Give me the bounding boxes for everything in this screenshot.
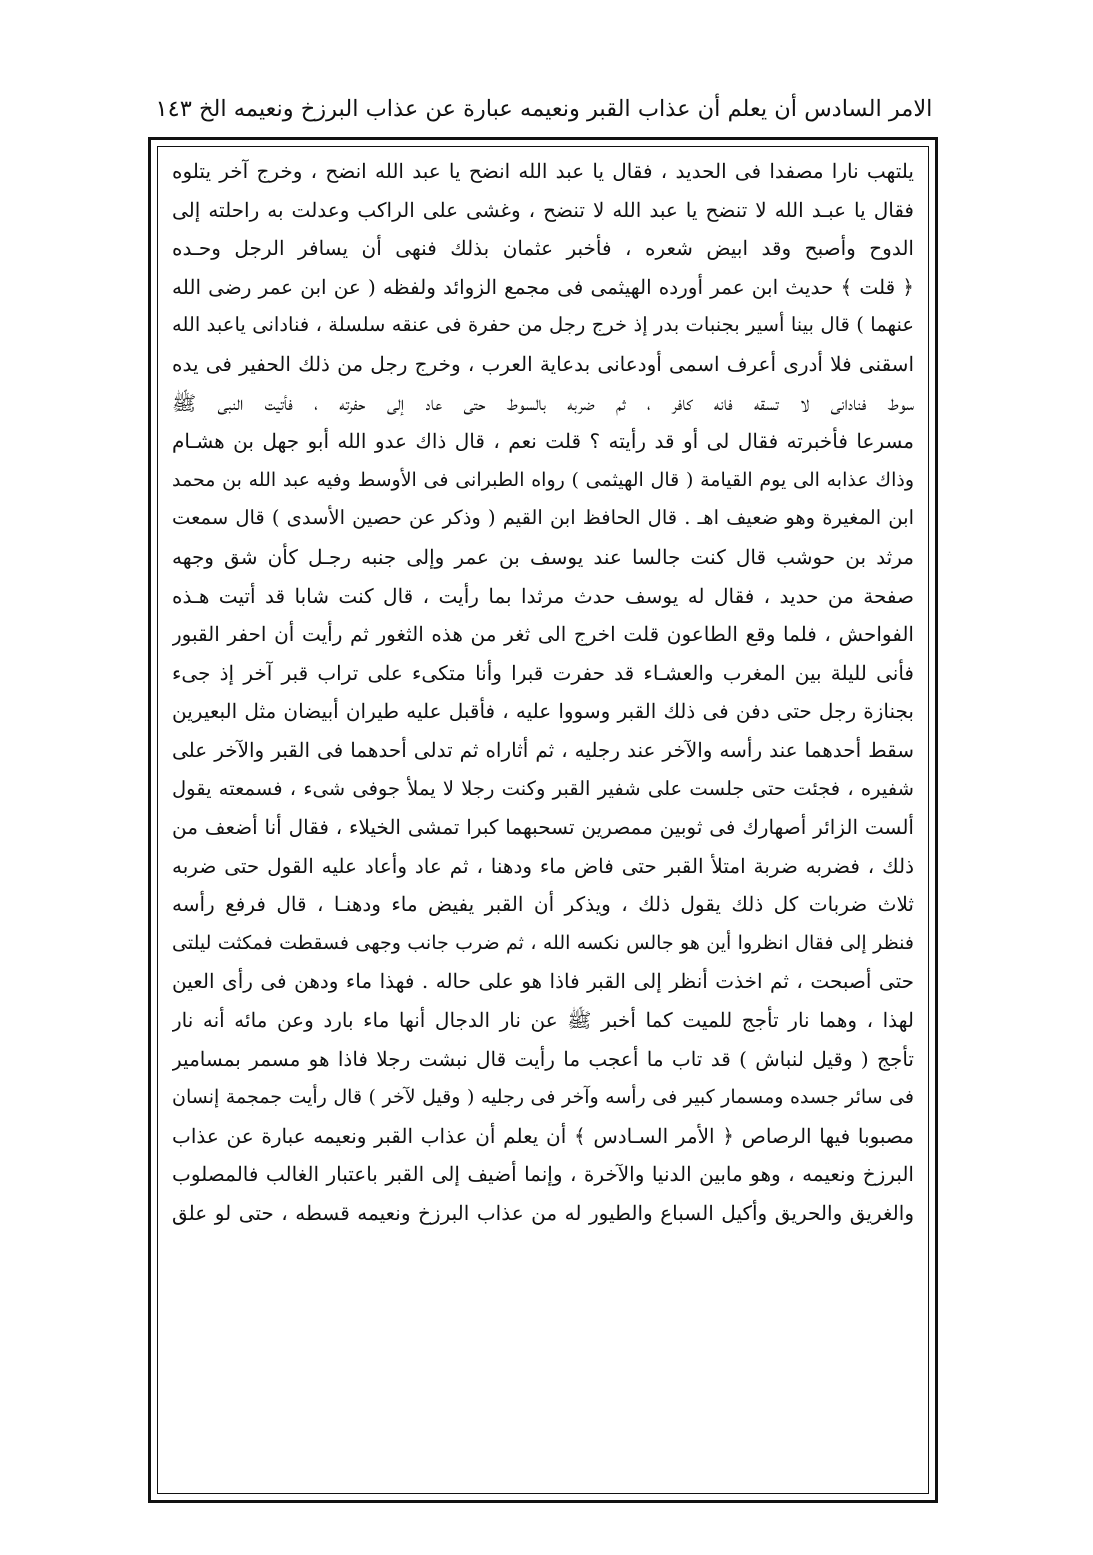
text-line: البرزخ ونعيمه ، وهو مابين الدنيا والآخرة ، وإنما أضيف إلى القبر باعتبار الغالب فالمصلوب (172, 1162, 914, 1187)
text-line: يلتهب نارا مصفدا فى الحديد ، فقال يا عبد الله انضح يا عبد الله انضح ، وخرج آخر يتلوه (172, 159, 914, 183)
text-line: اسقنى فلا أدرى أعرف اسمى أودعانى بدعاية العرب ، وخرج رجل من ذلك الحفير فى يده (172, 351, 914, 376)
running-title: الامر السادس أن يعلم أن عذاب القبر ونعيمه عبارة عن عذاب البرزخ ونعيمه الخ (198, 96, 933, 122)
text-line: ذلك ، فضربه ضربة امتلأ القبر حتى فاض ماء ودهنا ، ثم عاد وأعاد عليه القول حتى ضربه (172, 853, 914, 878)
text-line: ﴿ قلت ﴾ حديث ابن عمر أورده الهيثمى فى مجمع الزوائد ولفظه ( عن ابن عمر رضى الله (172, 274, 914, 299)
text-line: فى سائر جسده ومسمار كبير فى رأسه وآخر فى رجليه ( وقيل لآخر ) قال رأيت جمجمة إنسان (172, 1086, 914, 1109)
text-line: ألست الزائر أصهارك فى ثوبين ممصرين تسحبهما كبرا تمشى الخيلاء ، فقال أنا أضعف من (172, 815, 914, 840)
text-line: ابن المغيرة وهو ضعيف اهـ . قال الحافظ ابن القيم ( وذكر عن حصين الأسدى ) قال سمعت (172, 506, 914, 530)
text-line: الدوح وأصبح وقد ابيض شعره ، فأخبر عثمان بذلك فنهى أن يسافر الرجل وحـده (172, 236, 914, 261)
text-line: فأنى لليلة بين المغرب والعشـاء قد حفرت قبرا وأنا متكىء على تراب قبر آخر إذ جىء (172, 660, 914, 685)
text-line: فنظر إلى فقال انظروا أين هو جالس نكسه الله ، ثم ضرب جانب وجهى فسقطت فمكثت ليلتى (172, 931, 914, 954)
text-line: تأجج ( وقيل لنباش ) قد تاب ما أعجب ما رأيت قال نبشت رجلا فاذا هو مسمر بمسامير (172, 1046, 914, 1071)
text-line: مرثد بن حوشب قال كنت جالسا عند يوسف بن عمر وإلى جنبه رجـل كأن شق وجهه (172, 544, 914, 569)
running-header (148, 84, 940, 134)
text-line: والغريق والحريق وأكيل السباع والطيور له من عذاب البرزخ ونعيمه قسطه ، حتى لو علق (172, 1201, 914, 1226)
body-text (172, 152, 914, 1492)
text-line: صفحة من حديد ، فقال له يوسف حدث مرثدا بما رأيت ، قال كنت شابا قد أتيت هـذه (172, 583, 914, 608)
text-line: حتى أصبحت ، ثم اخذت أنظر إلى القبر فاذا هو على حاله . فهذا ماء ودهن فى رأى العين (172, 969, 914, 994)
text-line: مصبوبا فيها الرصاص ﴿ الأمر السـادس ﴾ أن يعلم أن عذاب القبر ونعيمه عبارة عن عذاب (172, 1123, 914, 1148)
text-line: سقط أحدهما عند رأسه والآخر عند رجليه ، ثم أثاراه ثم تدلى أحدهما فى القبر والآخر على (172, 737, 914, 762)
text-line: ثلاث ضربات كل ذلك يقول ذلك ، ويذكر أن القبر يفيض ماء ودهنـا ، قال فرفع رأسه (172, 892, 914, 917)
text-line: لهذا ، وهما نار تأجج للميت كما أخبر ﷺ عن نار الدجال أنها ماء بارد وعن مائه أنه نار (172, 1008, 914, 1033)
text-line: سوط فنادانى لا تسقه فانه كافر ، ثم ضربه بالسوط حتى عاد إلى حفرته ، فأتيت النبى ﷺ (172, 390, 914, 415)
text-line: مسرعا فأخبرته فقال لى أو قد رأيته ؟ قلت نعم ، قال ذاك عدو الله أبو جهل بن هشـام (172, 429, 914, 454)
page-number: ١٤٣ (155, 96, 192, 122)
text-line: شفيره ، فجئت حتى جلست على شفير القبر وكنت رجلا لا يملأ جوفى شىء ، فسمعته يقول (172, 776, 914, 800)
text-line: الفواحش ، فلما وقع الطاعون قلت اخرج الى ثغر من هذه الثغور ثم رأيت أن احفر القبور (172, 622, 914, 647)
text-line: بجنازة رجل حتى دفن فى ذلك القبر وسووا عليه ، فأقبل عليه طيران أبيضان مثل البعيرين (172, 699, 914, 724)
text-line: وذاك عذابه الى يوم القيامة ( قال الهيثمى ) رواه الطبرانى فى الأوسط وفيه عبد الله بن محمد (172, 468, 914, 491)
text-line: عنهما ) قال بينا أسير بجنبات بدر إذ خرج رجل من حفرة فى عنقه سلسلة ، فنادانى ياعبد الله (172, 313, 914, 337)
text-line: فقال يا عبـد الله لا تنضح يا عبد الله لا تنضح ، وغشى على الراكب وعدلت به راحلته إلى (172, 197, 914, 222)
